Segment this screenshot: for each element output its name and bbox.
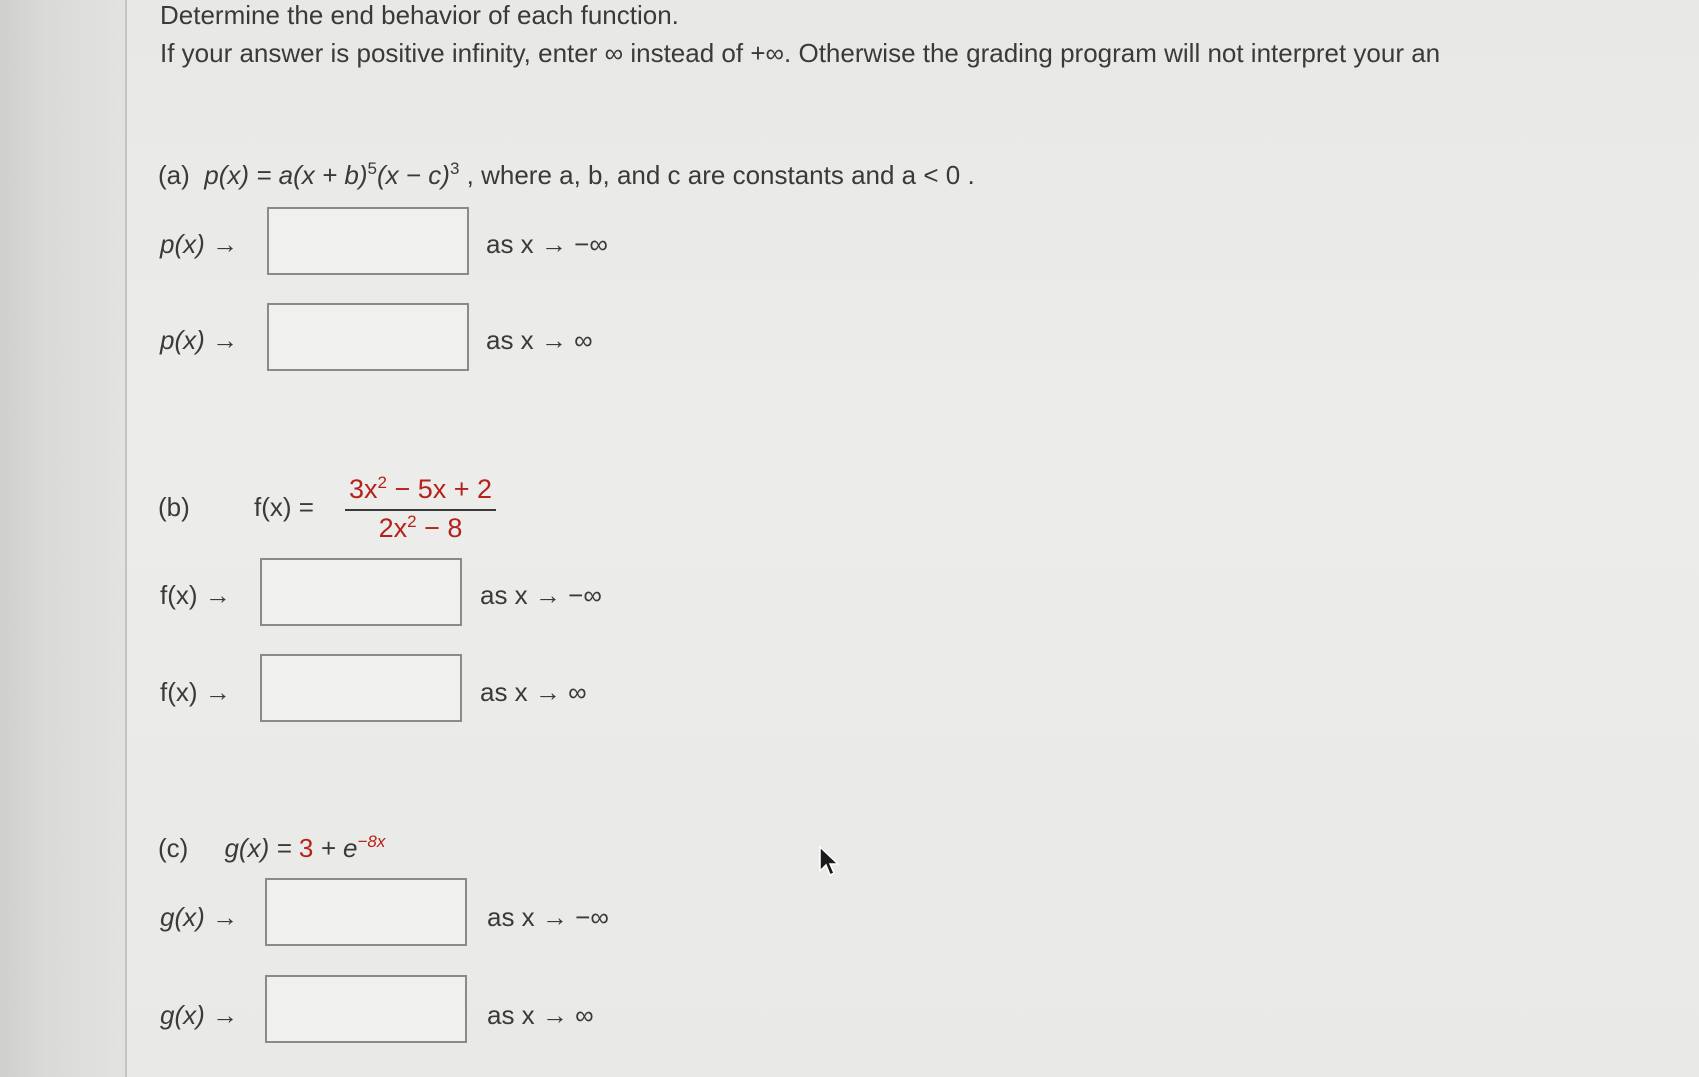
part-b-numerator: $3x^2 - 5x + 2$ [345, 474, 496, 511]
part-c-answer-neg-inf[interactable] [265, 878, 467, 946]
part-a-label: (a) [158, 160, 190, 190]
part-c-row1-lhs: g(x) → [160, 902, 238, 932]
part-b-lhs: f(x) = [254, 492, 314, 522]
part-b-fraction [345, 474, 496, 544]
part-b-label: (b) [158, 492, 190, 522]
part-a-row1-lhs: p(x) → [160, 229, 238, 259]
part-b-denominator: $2x^2 - 8$ [378, 511, 463, 543]
part-c-plus: + e [320, 833, 358, 863]
instructions-heading: Determine the end behavior of each function. [160, 0, 679, 30]
part-b-row2-lhs: f(x) → [160, 677, 231, 707]
part-a-row2-lhs: p(x) → [160, 325, 238, 355]
part-c-row2-lhs: g(x) → [160, 1000, 238, 1030]
part-a-answer-pos-inf[interactable] [267, 303, 469, 371]
part-b-row2-rhs: as x → ∞ [480, 677, 587, 707]
part-a-row2-rhs: as x → ∞ [486, 325, 593, 355]
part-b-row1-rhs: as x → −∞ [480, 580, 602, 610]
part-a-mid: (x − c) [376, 160, 450, 190]
part-c-label: (c) [158, 833, 189, 863]
part-c-lhs: g(x) = [224, 833, 292, 863]
mouse-cursor-icon [818, 845, 842, 881]
part-a-equation: p(x) = a(x + b) [204, 160, 368, 190]
part-b-answer-pos-inf[interactable] [260, 654, 462, 722]
part-a-statement [158, 160, 975, 191]
part-c-row1-rhs: as x → −∞ [487, 902, 609, 932]
part-c-const: 3 [298, 833, 314, 863]
part-b-answer-neg-inf[interactable] [260, 558, 462, 626]
part-a-row1-rhs: as x → −∞ [486, 229, 608, 259]
part-a-answer-neg-inf[interactable] [267, 207, 469, 275]
part-b-row1-lhs: f(x) → [160, 580, 231, 610]
part-c-row2-rhs: as x → ∞ [487, 1000, 594, 1030]
part-a-exp2: 3 [449, 158, 460, 178]
part-a-tail: , where a, b, and c are constants and a < 0 . [466, 160, 975, 190]
part-c-statement [158, 833, 385, 864]
part-a-exp1: 5 [367, 158, 377, 178]
part-c-answer-pos-inf[interactable] [265, 975, 467, 1043]
part-c-exp: −8x [357, 831, 386, 851]
instructions-note: If your answer is positive infinity, enter ∞ instead of +∞. Otherwise the grading program will not interpret your an [160, 38, 1441, 68]
